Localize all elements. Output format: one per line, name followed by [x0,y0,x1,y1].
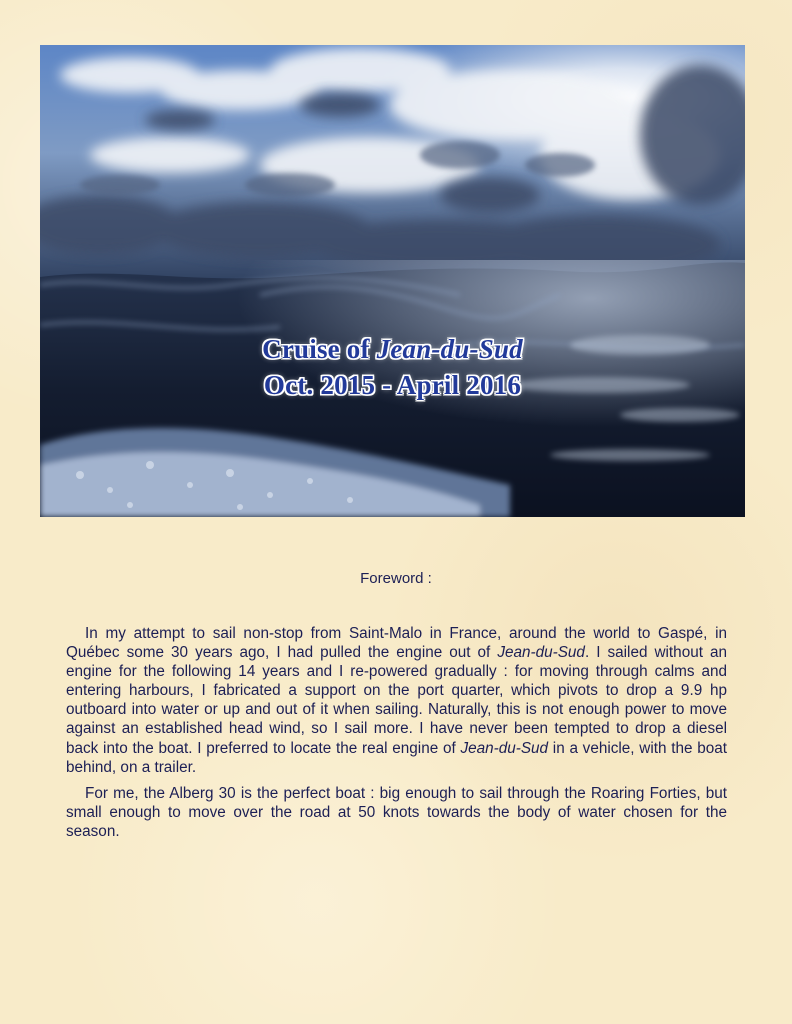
paragraph-text: . I sailed without an engine for the following 14 years and I re-powered gradually : for moving through calms and entering harbours, I fabricated a support on the port quarter, which pivots to drop a 9.9 hp outboard into water or up and out of it when sailing. Naturally, this is not enough power to move against an established head wind, so I sail more. I have never been tempted to drop a diesel back into the boat. I preferred to locate the real engine of [66,644,728,757]
cover-subtitle-dates: Oct. 2015 - April 2016 [263,370,522,400]
cover-title-boat-name: Jean-du-Sud [376,334,523,364]
paragraph-text: in a vehicle, with the boat behind, on a trailer. [66,739,727,776]
cover-photo [40,45,745,517]
boat-name-italic: Jean-du-Sud [497,644,585,662]
stormy-sea-image [40,45,745,517]
paragraph-text: In my attempt to sail non-stop from Saint-Malo in France, around the world to Gaspé, in Québec some 30 years ago, I had pulled the engine out of [66,625,727,662]
foreword-paragraph [66,784,727,841]
foreword-body [66,624,727,848]
foreword-paragraph [66,624,727,777]
cover-title [40,331,745,367]
paragraph-text: For me, the Alberg 30 is the perfect boat : big enough to sail through the Roaring Forties, but small enough to move over the road at 50 knots towards the body of water chosen for the season. [66,784,727,840]
cover-title-prefix: Cruise of [262,334,377,364]
boat-name-italic: Jean-du-Sud [460,739,549,757]
foreword-heading: Foreword : [360,570,432,587]
